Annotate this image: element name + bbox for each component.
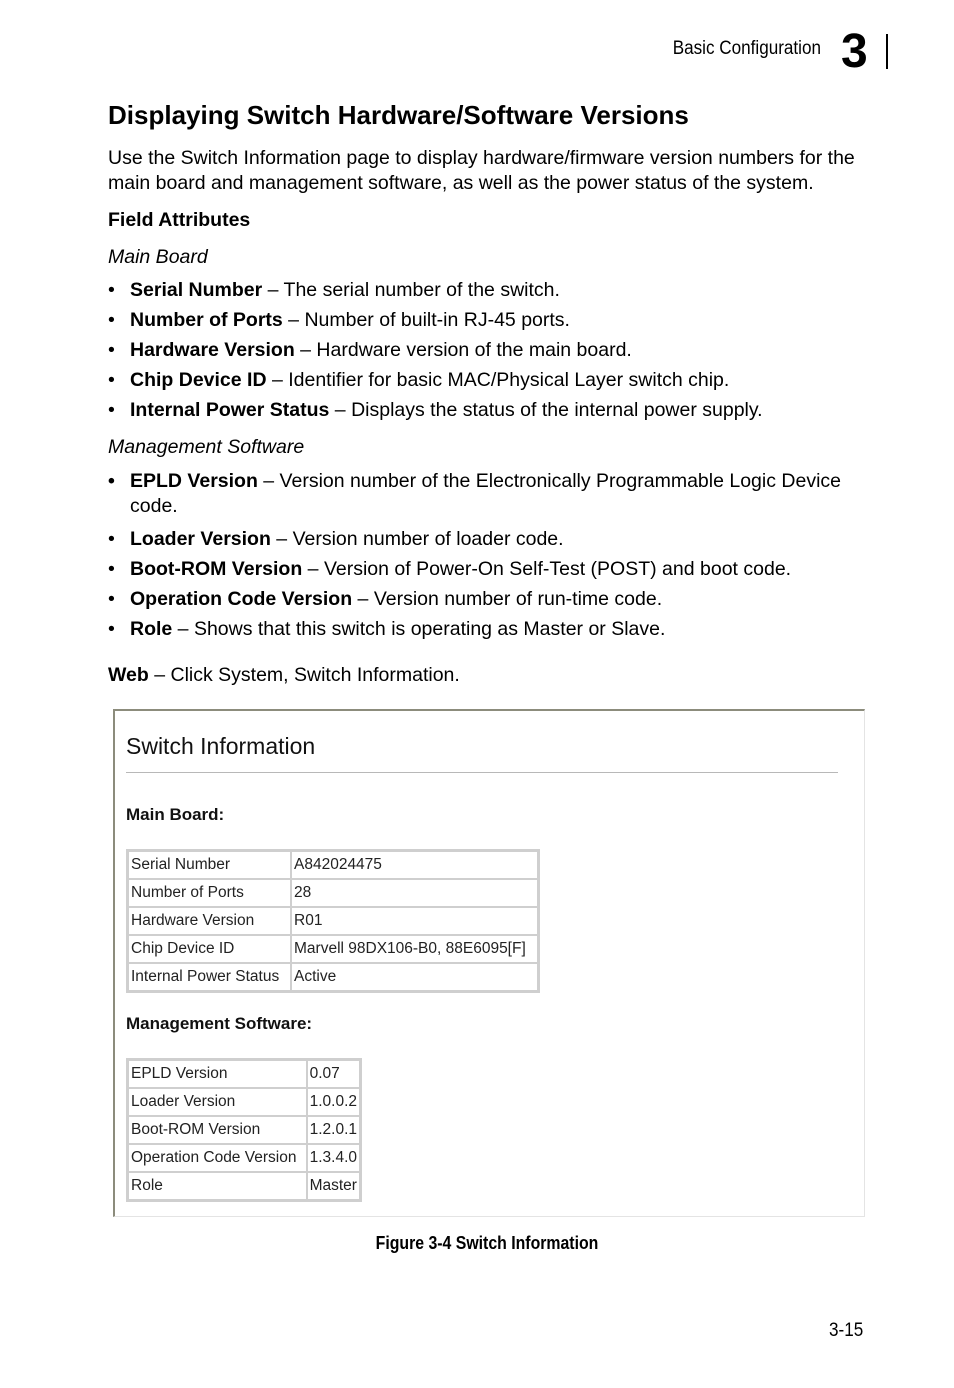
item-desc: – The serial number of the switch. xyxy=(262,279,560,301)
main-board-label: Main Board: xyxy=(126,805,225,824)
table-cell: A842024475 xyxy=(291,851,538,879)
management-software-label: Management Software: xyxy=(126,1014,313,1033)
table-row xyxy=(128,879,538,907)
table-cell: 0.07 xyxy=(307,1060,360,1088)
item-desc: – Version number of run-time code. xyxy=(352,588,663,610)
table-row xyxy=(128,1144,360,1172)
table-cell: Loader Version xyxy=(128,1088,307,1116)
web-instruction xyxy=(108,664,460,687)
chapter-number: 3 xyxy=(841,25,868,78)
table-row xyxy=(128,1088,360,1116)
table-row xyxy=(128,1060,360,1088)
item-term: Chip Device ID xyxy=(130,369,267,391)
main-board-table xyxy=(126,849,540,993)
table-row xyxy=(128,935,538,963)
table-cell: 1.3.4.0 xyxy=(307,1144,360,1172)
item-term: Loader Version xyxy=(130,528,271,550)
table-cell: 1.0.0.2 xyxy=(307,1088,360,1116)
running-header-title: Basic Configuration xyxy=(672,38,821,59)
item-term: Number of Ports xyxy=(130,309,283,331)
table-cell: EPLD Version xyxy=(128,1060,307,1088)
web-label: Web xyxy=(108,664,149,686)
item-desc: – Version number of loader code. xyxy=(270,528,564,550)
item-term: Hardware Version xyxy=(130,339,295,361)
table-cell: 28 xyxy=(291,879,538,907)
table-cell: Master xyxy=(307,1172,360,1200)
figure-caption: Figure 3-4 Switch Information xyxy=(375,1233,599,1253)
table-cell: Operation Code Version xyxy=(128,1144,307,1172)
table-cell: Hardware Version xyxy=(128,907,291,935)
chapter-divider xyxy=(886,34,888,69)
list-item: • Boot-ROM Version – Version of Power-On Self-Test (POST) and boot code. xyxy=(108,558,792,580)
item-desc: – Identifier for basic MAC/Physical Layer switch chip. xyxy=(266,369,730,391)
management-software-table xyxy=(126,1058,362,1202)
item-desc: – Version number of the Electronically Programmable Logic Device code. xyxy=(130,470,841,517)
item-desc: – Number of built-in RJ-45 ports. xyxy=(282,309,570,331)
table-cell: Chip Device ID xyxy=(128,935,291,963)
field-attributes-heading: Field Attributes xyxy=(108,209,251,231)
list-item: • Chip Device ID – Identifier for basic MAC/Physical Layer switch chip. xyxy=(108,369,730,391)
item-term: Operation Code Version xyxy=(130,588,353,610)
table-row xyxy=(128,1172,360,1200)
table-cell: Number of Ports xyxy=(128,879,291,907)
item-term: EPLD Version xyxy=(130,470,258,492)
item-desc: – Displays the status of the internal power supply. xyxy=(329,399,763,421)
item-desc: – Version of Power-On Self-Test (POST) and boot code. xyxy=(302,558,792,580)
list-item: • Operation Code Version – Version number of run-time code. xyxy=(108,588,663,610)
main-board-list xyxy=(108,278,878,423)
table-cell: Internal Power Status xyxy=(128,963,291,991)
table-row xyxy=(128,1116,360,1144)
management-software-subheading: Management Software xyxy=(108,436,305,458)
table-row xyxy=(128,963,538,991)
item-term: Internal Power Status xyxy=(130,399,330,421)
page-number: 3-15 xyxy=(829,1320,864,1341)
table-cell: Marvell 98DX106-B0, 88E6095[F] xyxy=(291,935,538,963)
table-cell: 1.2.0.1 xyxy=(307,1116,360,1144)
intro-paragraph: Use the Switch Information page to display hardware/firmware version numbers for the main board and management software, as well as the power status of the system. xyxy=(108,147,855,194)
panel-title: Switch Information xyxy=(126,733,316,759)
table-cell: Boot-ROM Version xyxy=(128,1116,307,1144)
section-title: Displaying Switch Hardware/Software Versions xyxy=(108,100,689,130)
item-desc: – Hardware version of the main board. xyxy=(294,339,632,361)
list-item: • Internal Power Status – Displays the status of the internal power supply. xyxy=(108,399,763,421)
web-text: – Click System, Switch Information. xyxy=(148,664,460,686)
table-cell: R01 xyxy=(291,907,538,935)
list-item: • Number of Ports – Number of built-in RJ-45 ports. xyxy=(108,309,570,331)
item-term: Boot-ROM Version xyxy=(130,558,303,580)
table-cell: Serial Number xyxy=(128,851,291,879)
main-board-subheading: Main Board xyxy=(108,246,208,268)
table-row xyxy=(128,851,538,879)
table-cell: Active xyxy=(291,963,538,991)
item-term: Role xyxy=(130,618,173,640)
list-item: • EPLD Version – Version number of the Electronically Programmable Logic Device code. xyxy=(108,470,841,517)
table-row xyxy=(128,907,538,935)
switch-information-panel xyxy=(113,709,865,1217)
item-desc: – Shows that this switch is operating as Master or Slave. xyxy=(172,618,666,640)
list-item: • Serial Number – The serial number of the switch. xyxy=(108,279,560,301)
management-software-list xyxy=(108,469,878,642)
item-term: Serial Number xyxy=(130,279,263,301)
list-item: • Hardware Version – Hardware version of the main board. xyxy=(108,339,632,361)
list-item: • Loader Version – Version number of loader code. xyxy=(108,528,564,550)
list-item: • Role – Shows that this switch is operating as Master or Slave. xyxy=(108,618,666,640)
title-divider xyxy=(126,772,838,773)
table-cell: Role xyxy=(128,1172,307,1200)
